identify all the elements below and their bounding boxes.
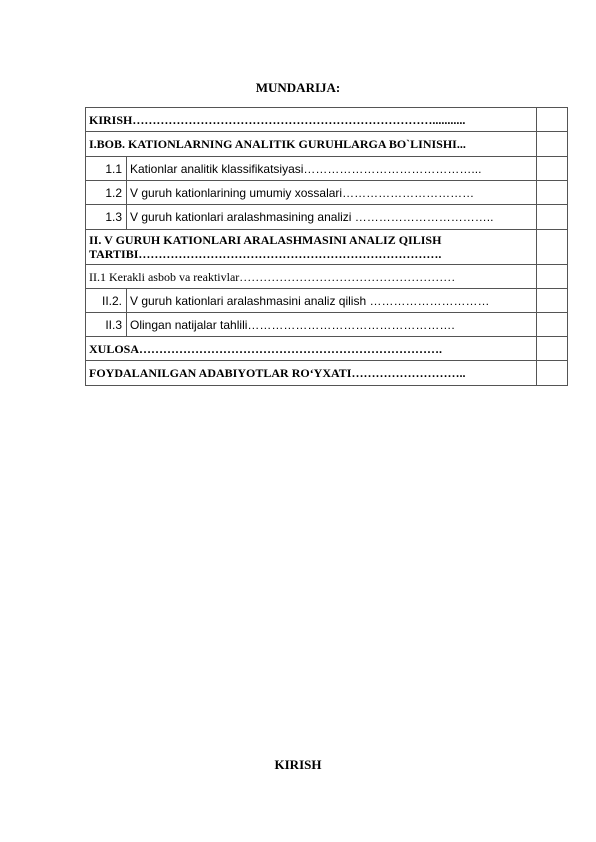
toc-entry-kirish[interactable]: KIRISH…………………………………………………………………...........	[86, 108, 537, 132]
toc-page-cell	[537, 205, 568, 230]
toc-row-1-2	[86, 181, 568, 205]
toc-entry-2-2[interactable]: V guruh kationlari aralashmasini analiz qilish …………………………	[127, 289, 537, 313]
toc-row-1-3	[86, 205, 568, 230]
toc-row-adabiyot	[86, 361, 568, 386]
toc-row-2-3	[86, 313, 568, 337]
toc-item-number: II.2.	[86, 289, 127, 313]
toc-item-number: 1.3	[86, 205, 127, 230]
toc-row-xulosa	[86, 337, 568, 361]
toc-page-cell	[537, 108, 568, 132]
page-title: MUNDARIJA:	[255, 80, 341, 95]
section-heading-kirish: KIRISH	[274, 757, 322, 772]
toc-page-cell	[537, 289, 568, 313]
toc-item-number: II.3	[86, 313, 127, 337]
toc-entry-1-2[interactable]: V guruh kationlarining umumiy xossalari……………………………	[127, 181, 537, 205]
toc-row-chapter2	[86, 230, 568, 265]
toc-row-kirish	[86, 108, 568, 132]
toc-page-cell	[537, 313, 568, 337]
toc-item-number: 1.2	[86, 181, 127, 205]
toc-page-cell	[537, 361, 568, 386]
toc-entry-chapter2[interactable]: II. V GURUH KATIONLARI ARALASHMASINI ANALIZ QILISH TARTIBI………………………………………………………………….	[86, 230, 537, 265]
toc-entry-1-3[interactable]: V guruh kationlari aralashmasining analizi ……………………………..	[127, 205, 537, 230]
toc-entry-1-1[interactable]: Kationlar analitik klassifikatsiyasi……………………………………...	[127, 157, 537, 181]
toc-item-number: 1.1	[86, 157, 127, 181]
toc-row-2-2	[86, 289, 568, 313]
toc-page-cell	[537, 230, 568, 265]
toc-entry-xulosa[interactable]: XULOSA………………………………………………………………….	[86, 337, 537, 361]
toc-entry-2-3[interactable]: Olingan natijalar tahlili…………………………………………….	[127, 313, 537, 337]
toc-page-cell	[537, 265, 568, 289]
toc-page-cell	[537, 132, 568, 157]
toc-page-cell	[537, 337, 568, 361]
toc-entry-2-1[interactable]: II.1 Kerakli asbob va reaktivlar………………………………………………	[86, 265, 537, 289]
toc-page-cell	[537, 157, 568, 181]
toc-entry-chapter1[interactable]: I.BOB. KATIONLARNING ANALITIK GURUHLARGA BO`LINISHI...	[86, 132, 537, 157]
toc-entry-adabiyot[interactable]: FOYDALANILGAN ADABIYOTLAR RO‘YXATI………………………..	[86, 361, 537, 386]
toc-row-chapter1	[86, 132, 568, 157]
toc-row-1-1	[86, 157, 568, 181]
toc-row-2-1	[86, 265, 568, 289]
table-of-contents	[85, 107, 568, 386]
toc-page-cell	[537, 181, 568, 205]
